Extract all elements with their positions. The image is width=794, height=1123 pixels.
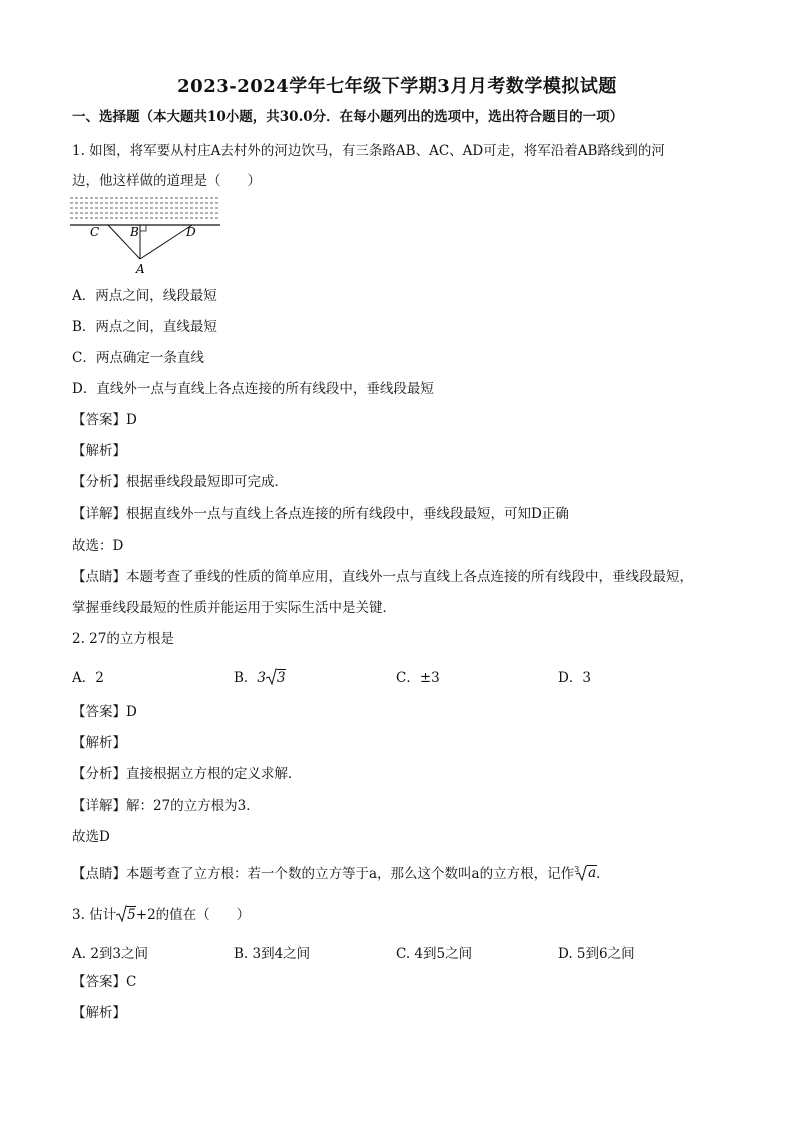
q2-option-c: C．±3 <box>396 670 440 686</box>
sqrt-sign-icon <box>266 668 277 686</box>
cube-root-index: 3 <box>574 865 580 874</box>
page-title: 2023-2024学年七年级下学期3月月考数学模拟试题 <box>177 76 617 97</box>
q2-options-row <box>72 666 752 684</box>
q1-option-c: C．两点确定一条直线 <box>72 350 204 366</box>
q3-option-a: A. 2到3之间 <box>72 946 149 962</box>
q1-choice: 故选：D <box>72 538 124 554</box>
q3-option-c: C. 4到5之间 <box>396 946 473 962</box>
q2-answer: 【答案】D <box>72 704 137 720</box>
q3-answer: 【答案】C <box>72 974 137 990</box>
q3-stem-radicand: 5 <box>127 907 136 923</box>
q3-stem-suffix: +2的值在（ ） <box>135 907 251 923</box>
q2-dianjing <box>72 864 610 883</box>
q2-dianjing-text: 【点睛】本题考查了立方根：若一个数的立方等于a，那么这个数叫a的立方根，记作 <box>72 866 575 882</box>
q1-dianjing-line1: 【点睛】本题考查了垂线的性质的简单应用，直线外一点与直线上各点连接的所有线段中，垂线段最短， <box>72 569 693 585</box>
q3-option-b: B. 3到4之间 <box>234 946 311 962</box>
q2-fenxi: 【分析】直接根据立方根的定义求解． <box>72 766 302 782</box>
q1-xiangjie: 【详解】根据直线外一点与直线上各点连接的所有线段中，垂线段最短，可知D正确 <box>72 506 569 522</box>
q3-stem-prefix: 3. 估计 <box>72 907 117 923</box>
q1-dianjing-line2: 掌握垂线段最短的性质并能运用于实际生活中是关键． <box>72 600 396 616</box>
q2-analysis-heading: 【解析】 <box>72 735 126 751</box>
q1-option-b: B．两点之间，直线最短 <box>72 319 217 335</box>
q2-option-b-coefficient: 3 <box>257 670 267 686</box>
q3-stem <box>72 905 250 924</box>
sqrt-sign-icon <box>116 905 127 923</box>
figure-label-c: C <box>90 225 100 239</box>
q3-options-row <box>72 942 752 960</box>
radical-sign-icon <box>576 865 587 882</box>
q2-option-a: A．2 <box>72 670 104 686</box>
section-heading: 一、选择题（本大题共10小题，共30.0分．在每小题列出的选项中，选出符合题目的一项） <box>72 109 624 125</box>
figure-label-b: B <box>130 225 139 239</box>
q2-option-b <box>234 666 286 686</box>
q2-option-d: D．3 <box>558 670 591 686</box>
q2-stem: 2. 27的立方根是 <box>72 631 174 647</box>
q1-analysis-heading: 【解析】 <box>72 443 126 459</box>
figure-label-a: A <box>136 262 145 276</box>
q1-stem-line2: 边，他这样做的道理是（ ） <box>72 173 261 189</box>
q2-xiangjie: 【详解】解：27的立方根为3． <box>72 798 260 814</box>
figure-label-d: D <box>186 225 196 239</box>
q3-analysis-heading: 【解析】 <box>72 1005 126 1021</box>
q2-dianjing-end: ． <box>596 866 610 882</box>
q1-stem-line1: 1. 如图，将军要从村庄A去村外的河边饮马，有三条路AB、AC、AD可走，将军沿着AB路线到的河 <box>72 143 665 159</box>
q2-choice: 故选D <box>72 829 110 845</box>
q2-option-b-prefix: B． <box>234 670 258 686</box>
q2-option-b-radicand: 3 <box>277 670 286 686</box>
q1-option-d: D．直线外一点与直线上各点连接的所有线段中，垂线段最短 <box>72 381 434 397</box>
q1-answer: 【答案】D <box>72 412 137 428</box>
q3-option-d: D. 5到6之间 <box>558 946 635 962</box>
cube-root-radicand: a <box>588 865 597 881</box>
cube-root-expression <box>574 864 596 882</box>
q1-option-a: A．两点之间，线段最短 <box>72 288 217 304</box>
q1-river-figure <box>70 195 230 277</box>
q1-fenxi: 【分析】根据垂线段最短即可完成． <box>72 474 288 490</box>
